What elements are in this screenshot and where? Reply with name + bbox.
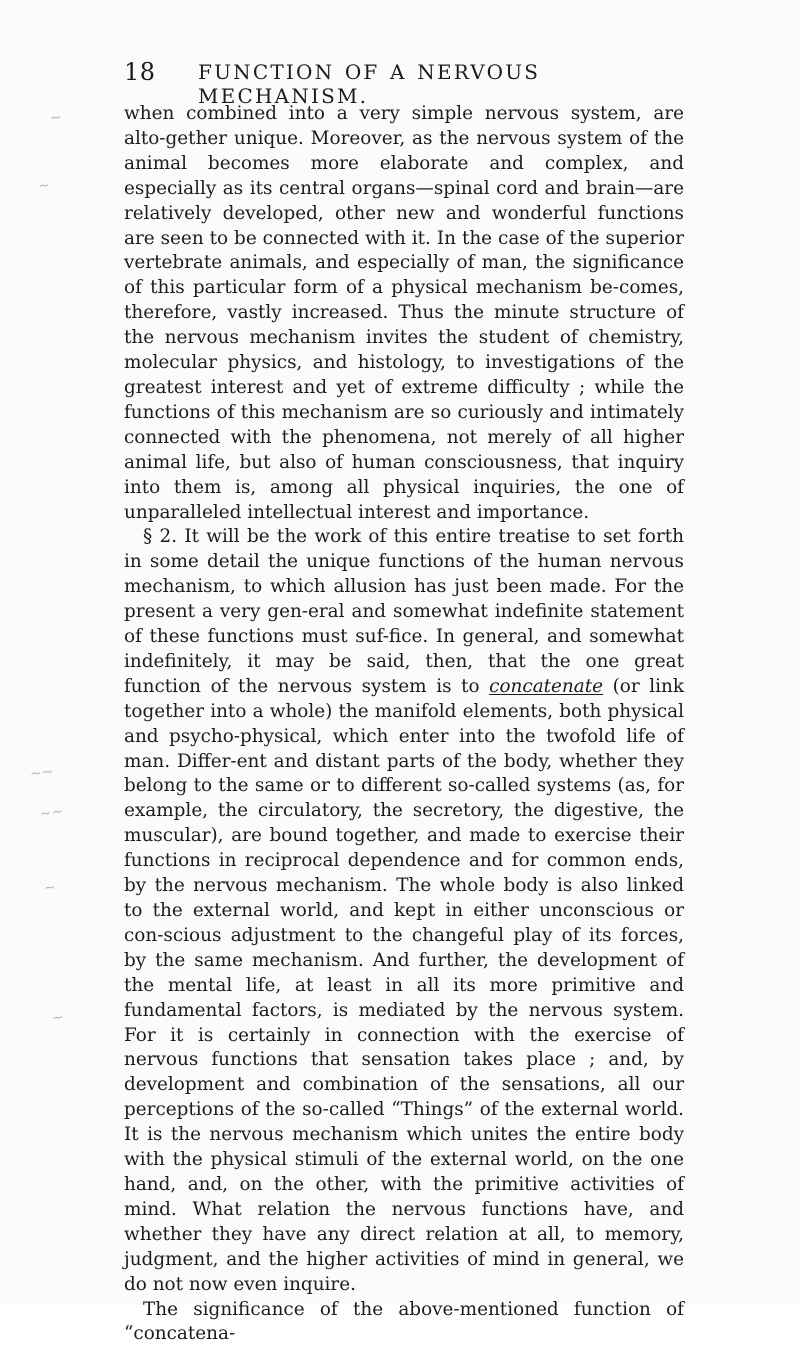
body-text	[124, 102, 684, 1347]
pencil-marginalia	[0, 0, 120, 1305]
paragraph	[124, 525, 684, 1297]
paragraph-text: (or link together into a whole) the manifold elements, both physical and psycho-physical, which enter into the twofold life of man. Differ-ent and distant parts of the body, whether they belong to the same or to different so-called systems (as, for example, the circulatory, the secretory, the digestive, the muscular), are bound together, and made to exercise their functions in reciprocal dependence and for common ends, by the nervous mechanism. The whole body is also linked to the external world, and kept in either unconscious or con-scious adjustment to the changeful play of its forces, by the same mechanism. And further, the development of the mental life, at least in all its more primitive and fundamental factors, is mediated by the nervous system. For it is certainly in connection with the exercise of nervous functions that sensation takes place ; and, by development and combination of the sensations, all our perceptions of the so-called “Things” of the external world. It is the nervous mechanism which unites the entire body with the physical stimuli of the external world, on the one hand, and, on the other, with the primitive activities of mind. What relation the nervous functions have, and whether they have any direct relation at all, to memory, judgment, and the higher activities of mind in general, we do not now even inquire.	[124, 676, 684, 1295]
pencil-scribble: ~	[43, 879, 57, 896]
page-number: 18	[124, 58, 156, 86]
paragraph	[124, 102, 684, 525]
paragraph-text: § 2. It will be the work of this entire treatise to set forth in some detail the unique functions of the human nervous mechanism, to which allusion has just been made. For the present a very gen-eral and somewhat indefinite statement of these functions must suf-fice. In general, and somewhat indefinitely, it may be said, then, that the one great function of the nervous system is to	[124, 526, 684, 696]
pencil-scribble: ~	[51, 1009, 65, 1026]
pencil-scribble: ~~	[29, 763, 54, 782]
pencil-scribble: ~	[37, 177, 51, 194]
pencil-scribble: ~~	[39, 803, 64, 822]
paragraph-text: when combined into a very simple nervous system, are alto-gether unique. Moreover, as the nervous system of the animal becomes more elaborate and complex, and especially as its central organs—spinal cord and brain—are relatively developed, other new and wonderful functions are seen to be connected with it. In the case of the superior vertebrate animals, and especially of man, the significance of this particular form of a physical mechanism be-comes, therefore, vastly increased. Thus the minute structure of the nervous mechanism invites the student of chemistry, molecular physics, and histology, to investigations of the greatest interest and yet of extreme difficulty ; while the functions of this mechanism are so curiously and intimately connected with the phenomena, not merely of all higher animal life, but also of human consciousness, that inquiry into them is, among all physical inquiries, the one of unparalleled intellectual interest and importance.	[124, 103, 684, 523]
pencil-scribble: ~	[49, 109, 63, 126]
paragraph-text: The significance of the above-mentioned function of “concatena-	[124, 1299, 684, 1345]
running-head: FUNCTION OF A NERVOUS MECHANISM.	[198, 60, 684, 108]
page-header	[124, 58, 684, 88]
emphasized-term: concatenate	[489, 676, 603, 697]
